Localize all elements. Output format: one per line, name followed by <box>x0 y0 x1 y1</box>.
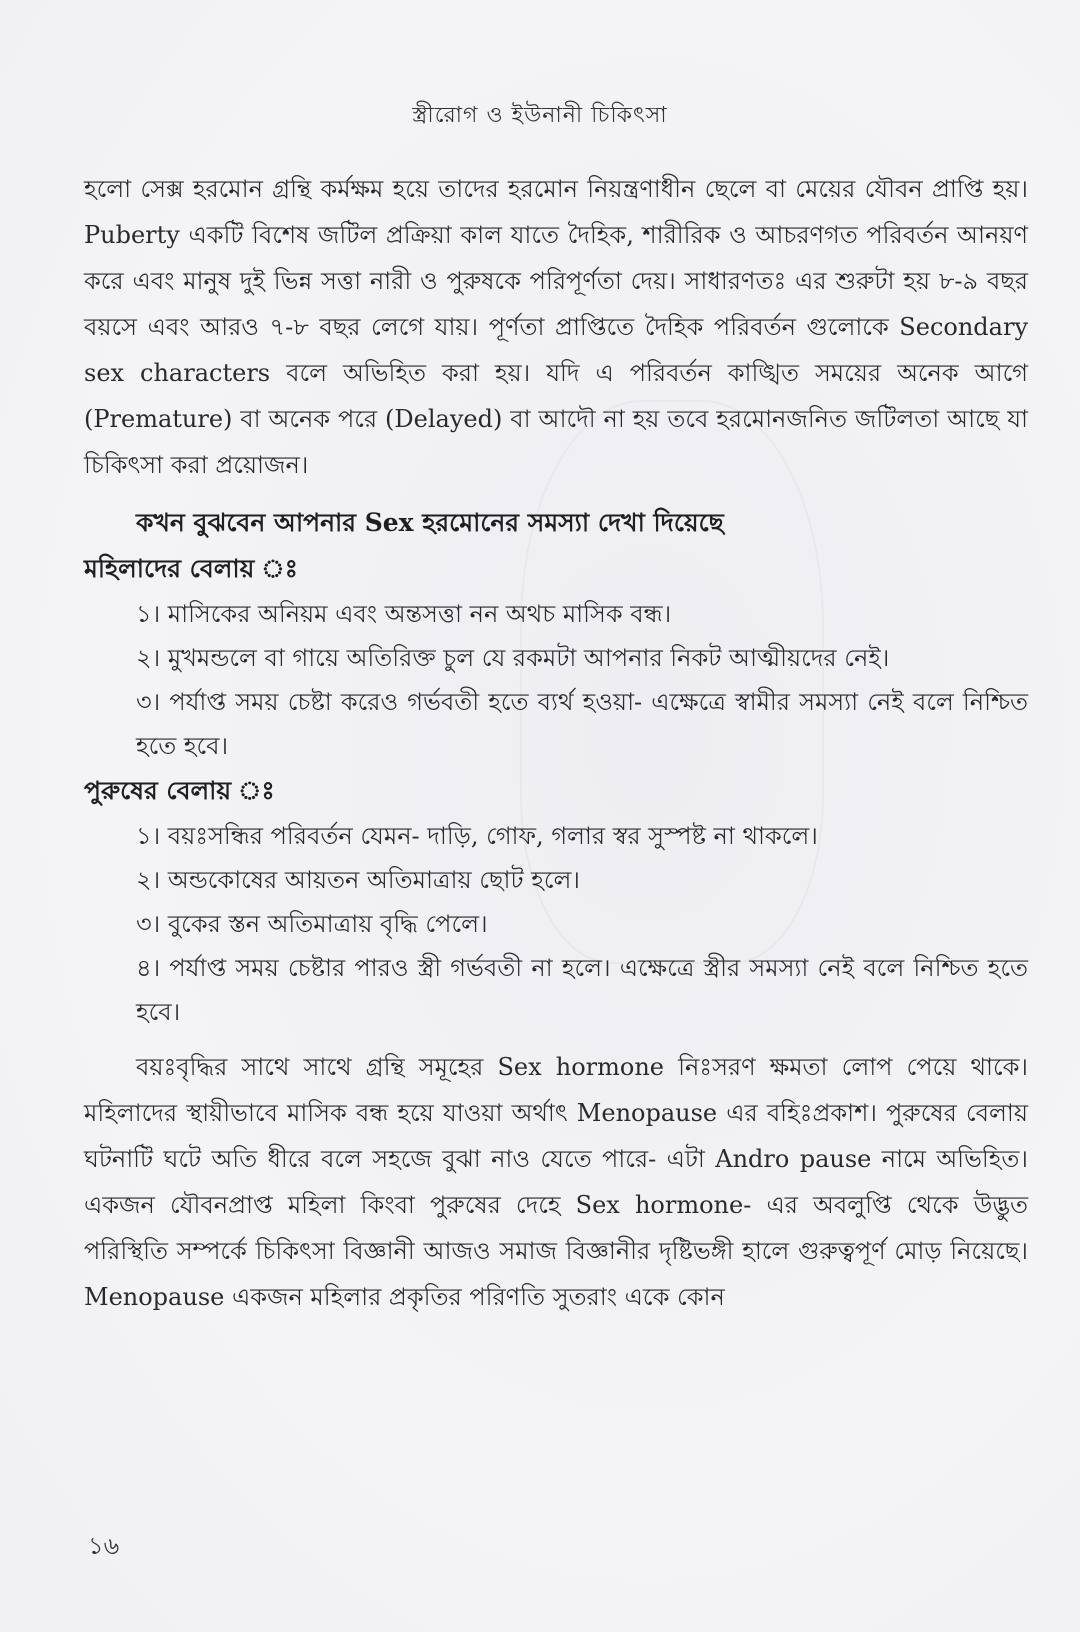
running-header: স্ত্রীরোগ ও ইউনানী চিকিৎসা <box>412 103 668 128</box>
women-list <box>84 592 1028 768</box>
list-item: ৩। বুকের স্তন অতিমাত্রায় বৃদ্ধি পেলে। <box>136 910 488 938</box>
section-heading: কখন বুঝবেন আপনার Sex হরমোনের সমস্যা দেখা দিয়েছে <box>136 508 724 537</box>
closing-paragraph: বয়ঃবৃদ্ধির সাথে সাথে গ্রন্থি সমূহের Sex hormone নিঃসরণ ক্ষমতা লোপ পেয়ে থাকে। মহিলাদের স্থায়ীভাবে মাসিক বন্ধ হয়ে যাওয়া অর্থাৎ Menopause এর বহিঃপ্রকাশ। পুরুষের বেলায় ঘটনাটি ঘটে অতি ধীরে বলে সহজে বুঝা নাও যেতে পারে- এটা Andro pause নামে অভিহিত। একজন যৌবনপ্রাপ্ত মহিলা কিংবা পুরুষের দেহে Sex hormone- এর অবলুপ্তি থেকে উদ্ভুত পরিস্থিতি সম্পর্কে চিকিৎসা বিজ্ঞানী আজও সমাজ বিজ্ঞানীর দৃষ্টিভঙ্গী হালে গুরুত্বপূর্ণ মোড় নিয়েছে। Menopause একজন মহিলার প্রকৃতির পরিণতি সুতরাং একে কোন <box>84 1053 1028 1311</box>
men-list <box>84 814 1028 1034</box>
list-item: ১। বয়ঃসন্ধির পরিবর্তন যেমন- দাড়ি, গোফ, গলার স্বর সুস্পষ্ট না থাকলে। <box>136 822 818 850</box>
list-item: ৪। পর্যাপ্ত সময় চেষ্টার পারও স্ত্রী গর্ভবতী না হলে। এক্ষেত্রে স্ত্রীর সমস্যা নেই বলে নিশ্চিত হতে হবে। <box>136 954 1028 1026</box>
men-subheading: পুরুষের বেলায় ঃ <box>84 776 275 805</box>
list-item: ১। মাসিকের অনিয়ম এবং অন্তসত্তা নন অথচ মাসিক বন্ধ। <box>136 600 672 628</box>
list-item: ৩। পর্যাপ্ত সময় চেষ্টা করেও গর্ভবতী হতে ব্যর্থ হওয়া- এক্ষেত্রে স্বামীর সমস্যা নেই বলে নিশ্চিত হতে হবে। <box>136 688 1028 760</box>
list-item: ২। মুখমন্ডলে বা গায়ে অতিরিক্ত চুল যে রকমটা আপনার নিকট আত্মীয়দের নেই। <box>136 644 890 672</box>
page-body <box>84 166 1028 1320</box>
list-item: ২। অন্ডকোষের আয়তন অতিমাত্রায় ছোট হলে। <box>136 866 580 894</box>
page-number: ১৬ <box>88 1532 120 1560</box>
women-subheading: মহিলাদের বেলায় ঃ <box>84 554 299 583</box>
intro-paragraph: হলো সেক্স হরমোন গ্রন্থি কর্মক্ষম হয়ে তাদের হরমোন নিয়ন্ত্রণাধীন ছেলে বা মেয়ের যৌবন প্রাপ্তি হয়। Puberty একটি বিশেষ জটিল প্রক্রিয়া কাল যাতে দৈহিক, শারীরিক ও আচরণগত পরিবর্তন আনয়ণ করে এবং মানুষ দুই ভিন্ন সত্তা নারী ও পুরুষকে পরিপূর্ণতা দেয়। সাধারণতঃ এর শুরুটা হয় ৮-৯ বছর বয়সে এবং আরও ৭-৮ বছর লেগে যায়। পূর্ণতা প্রাপ্তিতে দৈহিক পরিবর্তন গুলোকে Secondary sex characters বলে অভিহিত করা হয়। যদি এ পরিবর্তন কাঙ্খিত সময়ের অনেক আগে (Premature) বা অনেক পরে (Delayed) বা আদৌ না হয় তবে হরমোনজনিত জটিলতা আছে যা চিকিৎসা করা প্রয়োজন। <box>84 175 1028 479</box>
